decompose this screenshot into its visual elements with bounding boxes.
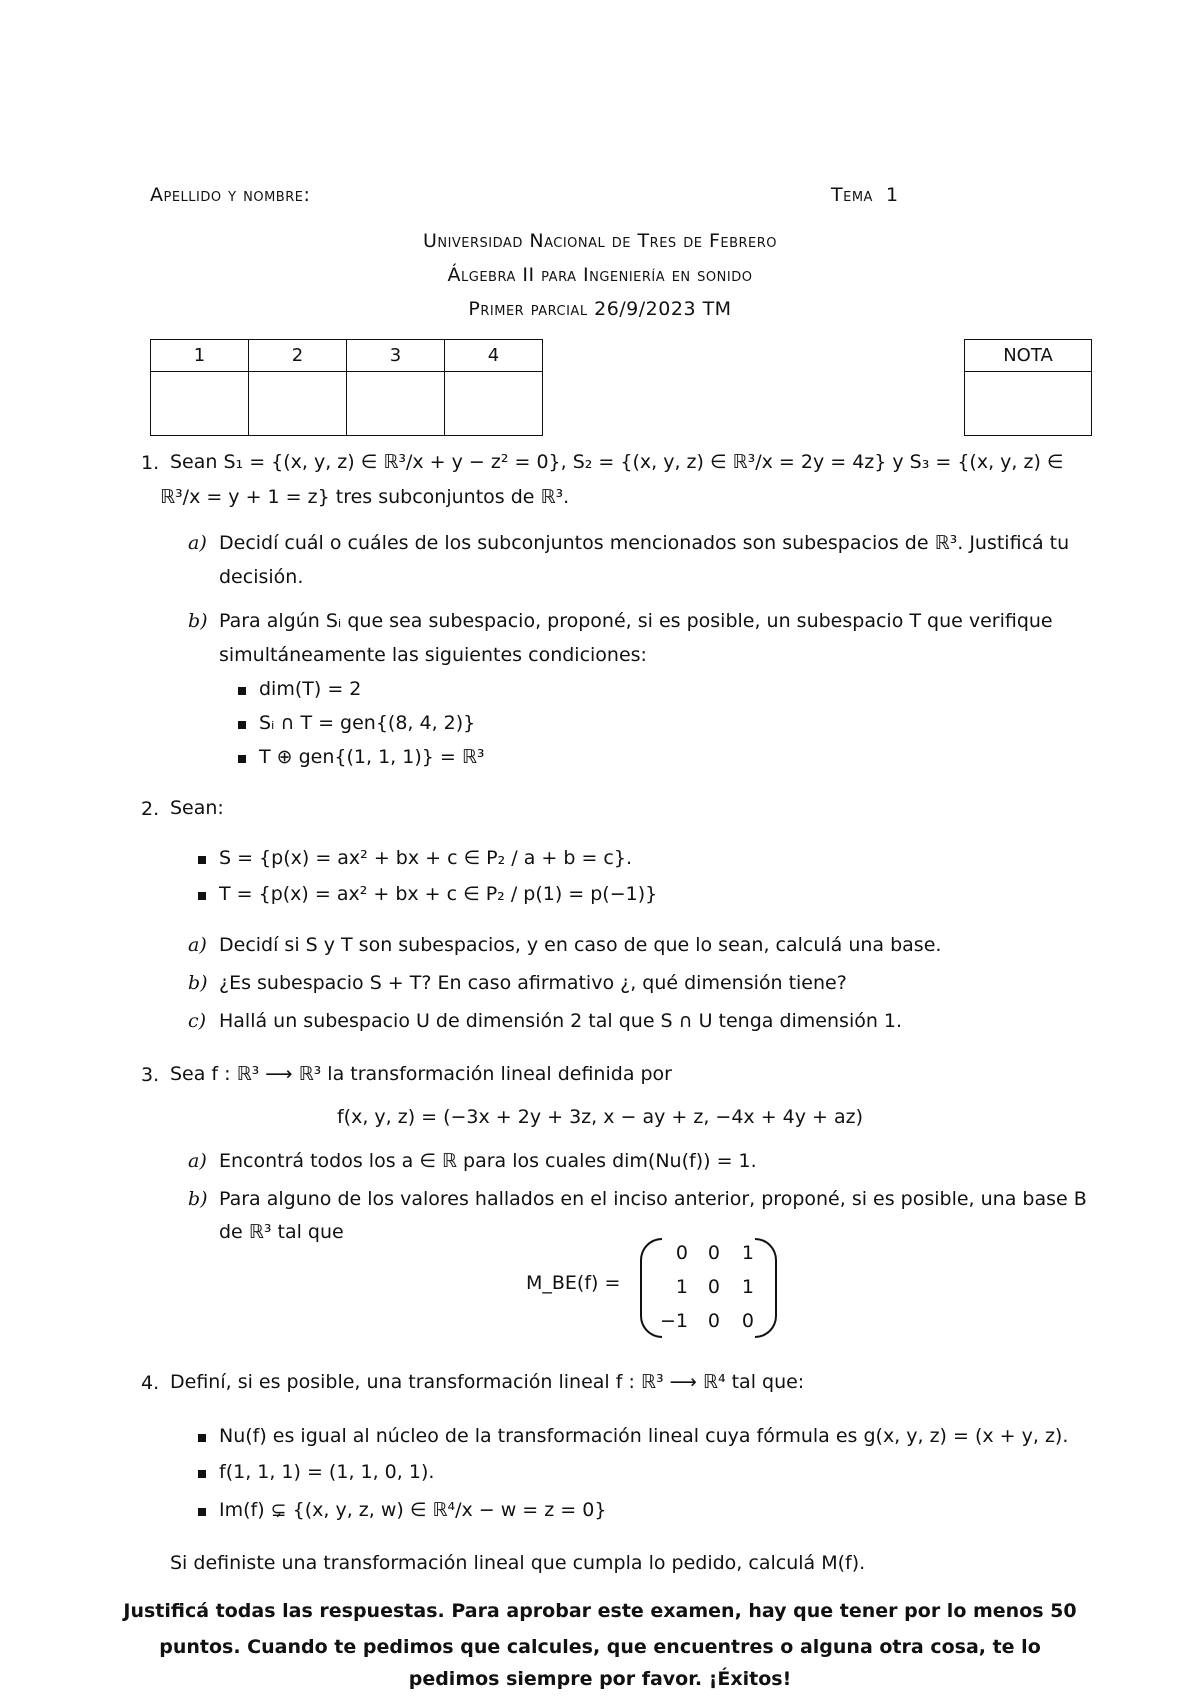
problem-3-statement: Sea f : ℝ³ ⟶ ℝ³ la transformación lineal definida por (170, 1063, 672, 1085)
problem-4-statement: Definí, si es posible, una transformación lineal f : ℝ³ ⟶ ℝ⁴ tal que: (170, 1371, 805, 1393)
problem-4-bullet-1: Nu(f) es igual al núcleo de la transformación lineal cuya fórmula es g(x, y, z) = (x + y, z). (219, 1425, 1069, 1447)
matrix-cell: 0 (707, 1310, 720, 1332)
footer-line-1: Justificá todas las respuestas. Para aprobar este examen, hay que tener por lo menos 50 (123, 1600, 1077, 1622)
score-header-2: 2 (249, 340, 347, 372)
footer-line-3: pedimos siempre por favor. ¡Éxitos! (408, 1668, 792, 1690)
grade-table (964, 339, 1092, 436)
bullet-icon (238, 721, 246, 729)
matrix-cell: 1 (675, 1276, 688, 1298)
score-header-1: 1 (151, 340, 249, 372)
problem-2c-label: c) (188, 1010, 207, 1032)
matrix-cell: 0 (675, 1242, 688, 1264)
matrix-cell: 1 (741, 1276, 754, 1298)
problem-1b-bullet-1: dim(T) = 2 (259, 678, 362, 700)
problem-1b-bullet-3: T ⊕ gen{(1, 1, 1)} = ℝ³ (259, 746, 485, 768)
score-table (150, 339, 543, 436)
problem-1a-text-1: Decidí cuál o cuáles de los subconjuntos mencionados son subespacios de ℝ³. Justificá tu (219, 532, 1070, 554)
problem-1b-text-2: simultáneamente las siguientes condiciones: (219, 644, 647, 666)
tema-value: 1 (886, 184, 899, 206)
bullet-icon (238, 687, 246, 695)
university-title: Universidad Nacional de Tres de Febrero (422, 230, 778, 252)
score-cell-4 (445, 372, 543, 436)
bullet-icon (198, 892, 206, 900)
matrix-cell: 0 (741, 1310, 754, 1332)
problem-3a-text: Encontrá todos los a ∈ ℝ para los cuales dim(Nu(f)) = 1. (219, 1150, 757, 1172)
exam-title: Primer parcial 26/9/2023 TM (468, 298, 732, 320)
problem-2a-text: Decidí si S y T son subespacios, y en caso de que lo sean, calculá una base. (219, 934, 942, 956)
problem-2-number: 2. (141, 798, 160, 820)
score-cell-3 (347, 372, 445, 436)
tema-label (831, 184, 899, 206)
problem-4-bullet-3: Im(f) ⊊ {(x, y, z, w) ∈ ℝ⁴/x − w = z = 0} (219, 1499, 607, 1521)
matrix-cell: 0 (707, 1276, 720, 1298)
matrix-cell: 0 (707, 1242, 720, 1264)
name-label: Apellido y nombre: (150, 184, 311, 206)
problem-1a-label: a) (188, 532, 207, 554)
score-header-3: 3 (347, 340, 445, 372)
problem-4-bullet-2: f(1, 1, 1) = (1, 1, 0, 1). (219, 1461, 435, 1483)
problem-1-statement-2: ℝ³/x = y + 1 = z} tres subconjuntos de ℝ³. (160, 486, 570, 508)
problem-1-number: 1. (141, 452, 160, 474)
problem-4-number: 4. (141, 1372, 160, 1394)
score-cell-2 (249, 372, 347, 436)
course-title: Álgebra II para Ingeniería en sonido (447, 264, 753, 286)
problem-1b-bullet-2: Sᵢ ∩ T = gen{(8, 4, 2)} (259, 712, 476, 734)
tema-text: Tema (831, 184, 873, 206)
problem-2-statement: Sean: (170, 797, 224, 819)
problem-2b-text: ¿Es subespacio S + T? En caso afirmativo ¿, qué dimensión tiene? (219, 972, 847, 994)
problem-2c-text: Hallá un subespacio U de dimensión 2 tal que S ∩ U tenga dimensión 1. (219, 1010, 903, 1032)
grade-header: NOTA (965, 340, 1092, 372)
matrix-cell: −1 (659, 1310, 688, 1332)
problem-2-bullet-1: S = {p(x) = ax² + bx + c ∈ P₂ / a + b = c}. (219, 847, 632, 869)
problem-1b-text-1: Para algún Sᵢ que sea subespacio, proponé, si es posible, un subespacio T que verifique (219, 610, 1053, 632)
problem-3b-label: b) (188, 1188, 208, 1210)
score-cell-1 (151, 372, 249, 436)
problem-2b-label: b) (188, 972, 208, 994)
bullet-icon (238, 755, 246, 763)
problem-3-formula: f(x, y, z) = (−3x + 2y + 3z, x − ay + z, −4x + 4y + az) (336, 1106, 864, 1128)
problem-1-statement-1: Sean S₁ = {(x, y, z) ∈ ℝ³/x + y − z² = 0}, S₂ = {(x, y, z) ∈ ℝ³/x = 2y = 4z} y S₃ = {(x, y, z) ∈ (170, 451, 1064, 473)
problem-1a-text-2: decisión. (219, 566, 304, 588)
matrix-cell: 1 (741, 1242, 754, 1264)
matrix (640, 1238, 780, 1338)
matrix-label: M_BE(f) = (526, 1272, 621, 1294)
bullet-icon (198, 1508, 206, 1516)
bullet-icon (198, 1470, 206, 1478)
problem-3b-text-2: de ℝ³ tal que (219, 1221, 344, 1243)
problem-1b-label: b) (188, 610, 208, 632)
problem-3b-text-1: Para alguno de los valores hallados en el inciso anterior, proponé, si es posible, una base B (219, 1188, 1087, 1210)
footer-line-2: puntos. Cuando te pedimos que calcules, que encuentres o alguna otra cosa, te lo (159, 1636, 1041, 1658)
problem-2a-label: a) (188, 934, 207, 956)
score-header-4: 4 (445, 340, 543, 372)
bullet-icon (198, 1434, 206, 1442)
problem-3a-label: a) (188, 1150, 207, 1172)
bullet-icon (198, 856, 206, 864)
problem-2-bullet-2: T = {p(x) = ax² + bx + c ∈ P₂ / p(1) = p(−1)} (219, 883, 658, 905)
grade-cell (965, 372, 1092, 436)
problem-3-number: 3. (141, 1064, 160, 1086)
matrix-right-bracket (755, 1238, 777, 1338)
problem-4-closing: Si definiste una transformación lineal que cumpla lo pedido, calculá M(f). (170, 1552, 866, 1574)
